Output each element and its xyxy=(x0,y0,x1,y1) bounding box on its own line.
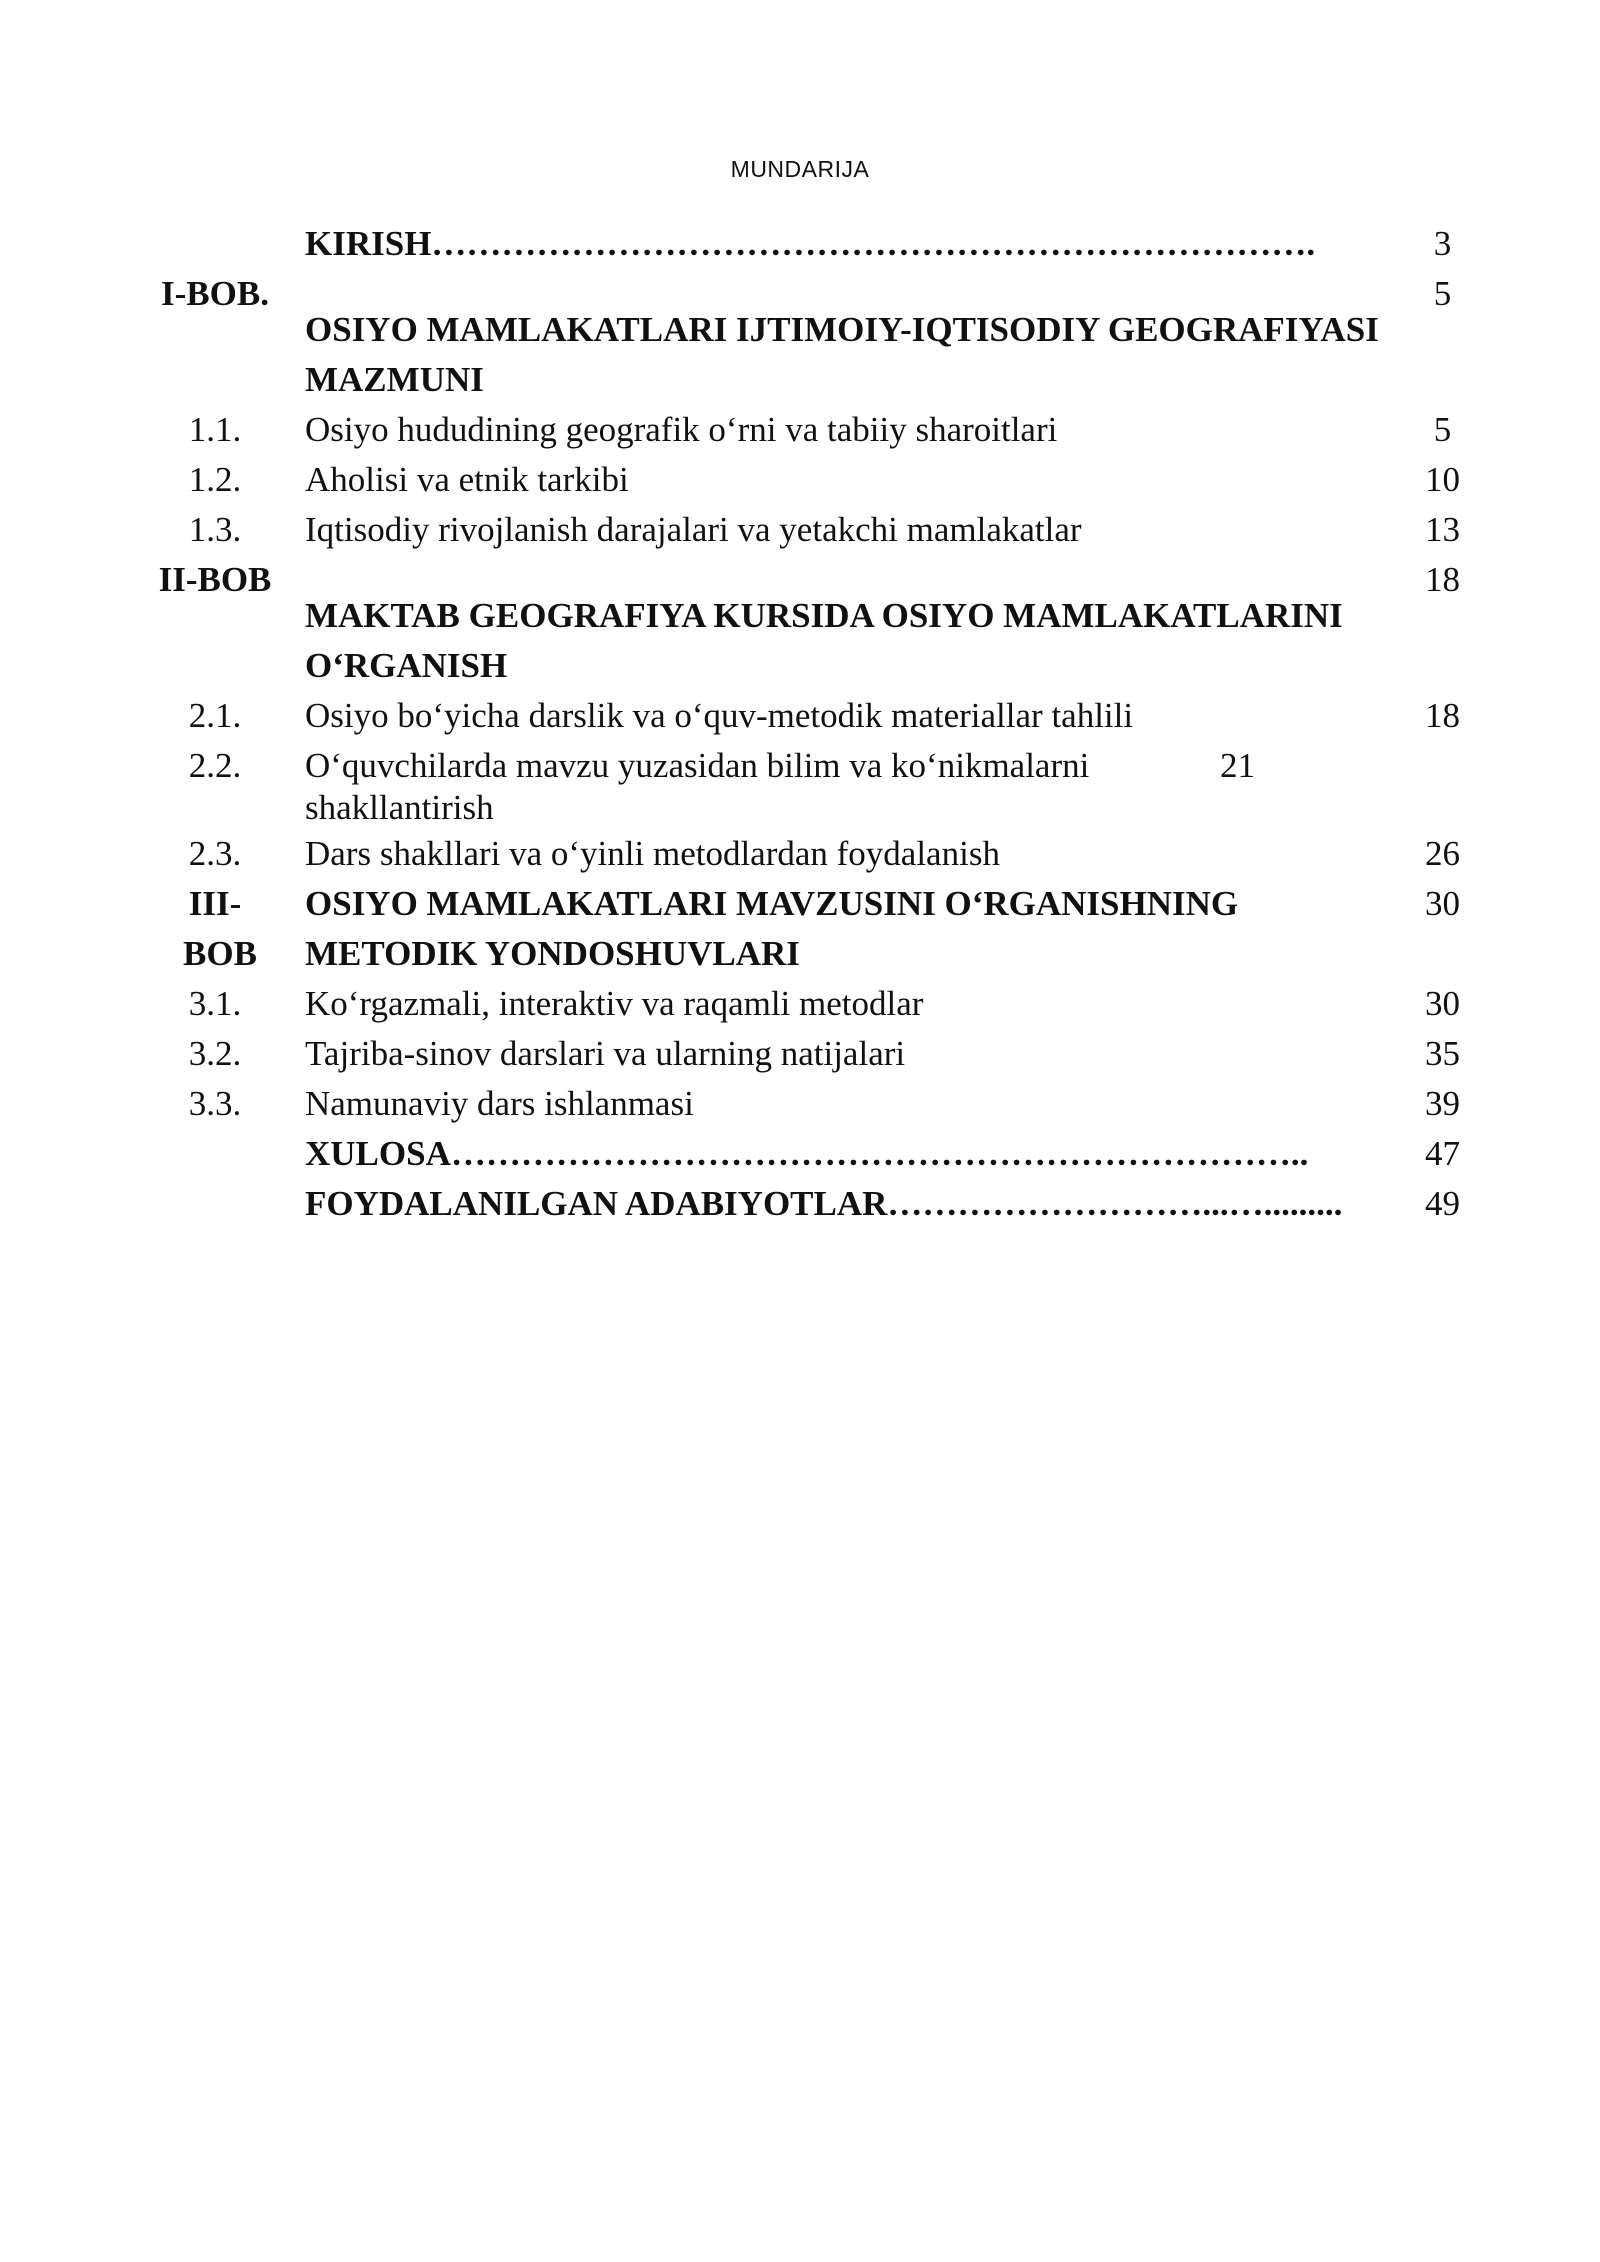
toc-page-number: 18 xyxy=(1425,560,1460,599)
toc-number: 2.1. xyxy=(188,696,242,735)
toc-title: Osiyo hududining geografik o‘rni va tabiiy sharoitlari xyxy=(305,410,1058,449)
toc-row xyxy=(145,505,1525,555)
toc-row xyxy=(145,455,1525,505)
toc-title: FOYDALANILGAN ADABIYOTLAR………………………...…......... xyxy=(305,1184,1343,1223)
toc-title: XULOSA……………………………………………………………….. xyxy=(305,1134,1309,1173)
toc-number: 1.1. xyxy=(188,410,242,449)
toc-title: O‘quvchilarda mavzu yuzasidan bilim va ko‘nikmalarni shakllantirish xyxy=(305,746,1090,827)
toc-page-number: 49 xyxy=(1425,1184,1460,1223)
toc-row xyxy=(145,1029,1525,1079)
toc-number: 3.2. xyxy=(188,1034,242,1073)
toc-title: Ko‘rgazmali, interaktiv va raqamli metodlar xyxy=(305,984,924,1023)
toc-page-number: 3 xyxy=(1433,224,1452,263)
toc-row xyxy=(145,691,1525,741)
toc-title: Dars shakllari va o‘yinli metodlardan foydalanish xyxy=(305,834,1000,873)
toc-number: 1.3. xyxy=(188,510,242,549)
toc-page-number: 30 xyxy=(1425,884,1460,923)
toc-row xyxy=(145,879,1525,979)
toc-row xyxy=(145,1079,1525,1129)
toc-title: Iqtisodiy rivojlanish darajalari va yetakchi mamlakatlar xyxy=(305,510,1082,549)
toc-title: Tajriba-sinov darslari va ularning natijalari xyxy=(305,1034,906,1073)
toc-page-number: 35 xyxy=(1425,1034,1460,1073)
toc-page-number: 21 xyxy=(1220,746,1255,785)
toc-title: Osiyo bo‘yicha darslik va o‘quv-metodik materiallar tahlili xyxy=(305,696,1134,735)
toc-title: MAKTAB GEOGRAFIYA KURSIDA OSIYO MAMLAKATLARINI O‘RGANISH xyxy=(305,596,1343,685)
toc-number: 3.1. xyxy=(188,984,242,1023)
toc-title: KIRISH…………………………………………………………………. xyxy=(305,224,1316,263)
toc-number: 1.2. xyxy=(188,460,242,499)
toc-row xyxy=(145,219,1525,269)
toc-title: OSIYO MAMLAKATLARI IJTIMOIY-IQTISODIY GEOGRAFIYASI MAZMUNI xyxy=(305,310,1379,399)
toc-title: OSIYO MAMLAKATLARI MAVZUSINI O‘RGANISHNING METODIK YONDOSHUVLARI xyxy=(305,884,1239,973)
toc-number: 2.2. xyxy=(188,746,242,785)
toc-number: 2.3. xyxy=(188,834,242,873)
toc-row xyxy=(145,1179,1525,1229)
toc-page-number: 13 xyxy=(1425,510,1460,549)
toc-title: Aholisi va etnik tarkibi xyxy=(305,460,629,499)
toc-row xyxy=(145,405,1525,455)
toc-number: III-BOB xyxy=(183,884,257,973)
toc-row xyxy=(145,741,1525,829)
table-of-contents xyxy=(145,219,1525,1229)
document-title: MUNDARIJA xyxy=(730,156,870,182)
toc-number: I-BOB. xyxy=(161,274,269,313)
toc-number: 3.3. xyxy=(188,1084,242,1123)
toc-page-number: 30 xyxy=(1425,984,1460,1023)
toc-title: Namunaviy dars ishlanmasi xyxy=(305,1084,694,1123)
toc-row xyxy=(145,829,1525,879)
toc-row xyxy=(145,555,1525,691)
toc-page-number: 5 xyxy=(1433,410,1452,449)
toc-row xyxy=(145,269,1525,405)
toc-page-number: 5 xyxy=(1433,274,1452,313)
toc-page-number: 10 xyxy=(1425,460,1460,499)
toc-row xyxy=(145,1129,1525,1179)
toc-row xyxy=(145,979,1525,1029)
toc-page-number: 18 xyxy=(1425,696,1460,735)
toc-number: II-BOB xyxy=(158,560,272,599)
toc-page-number: 39 xyxy=(1425,1084,1460,1123)
toc-page-number: 26 xyxy=(1425,834,1460,873)
toc-page-number: 47 xyxy=(1425,1134,1460,1173)
